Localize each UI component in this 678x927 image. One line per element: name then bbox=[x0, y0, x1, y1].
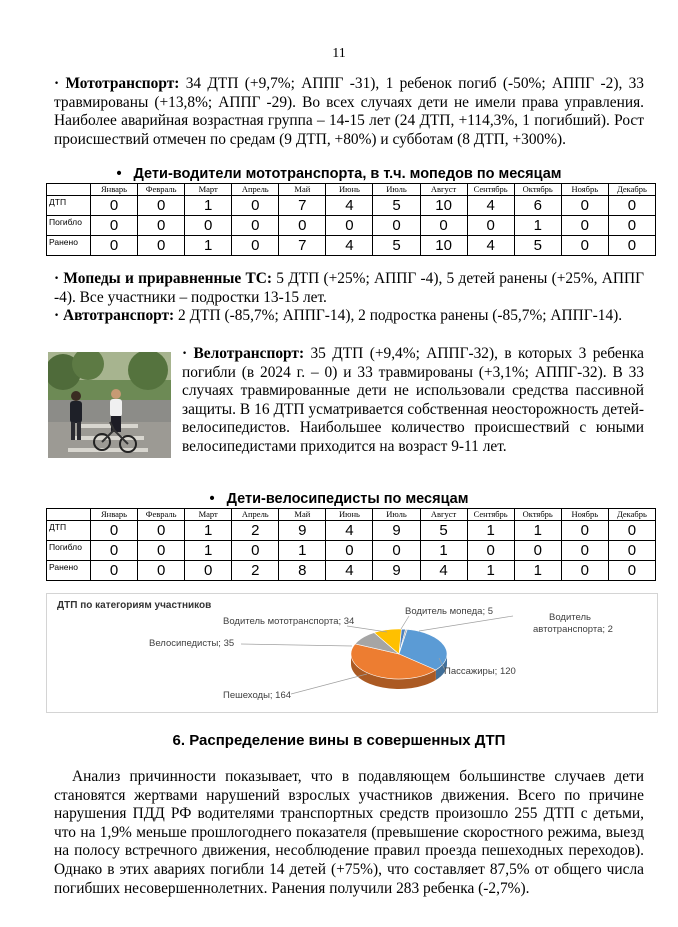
month-header: Февраль bbox=[138, 509, 185, 521]
velo-paragraph bbox=[182, 345, 644, 457]
table-cell: 0 bbox=[232, 216, 279, 236]
corner-cell bbox=[47, 184, 91, 196]
table-cell: 9 bbox=[373, 521, 420, 541]
table-cell: 0 bbox=[561, 541, 608, 561]
table-cell: 0 bbox=[91, 236, 138, 256]
table-cell: 0 bbox=[561, 216, 608, 236]
moto-paragraph bbox=[54, 75, 644, 149]
table-cell: 4 bbox=[467, 196, 514, 216]
table-cell: 6 bbox=[514, 196, 561, 216]
table-cell: 0 bbox=[279, 216, 326, 236]
table-row bbox=[47, 216, 656, 236]
month-header: Ноябрь bbox=[561, 509, 608, 521]
table-row bbox=[47, 236, 656, 256]
row-label: Ранено bbox=[47, 561, 91, 581]
table-cell: 0 bbox=[373, 541, 420, 561]
table-cell: 4 bbox=[326, 521, 373, 541]
table-cell: 0 bbox=[608, 561, 655, 581]
month-header: Январь bbox=[91, 184, 138, 196]
table-cell: 0 bbox=[608, 236, 655, 256]
slice-label: Пассажиры; 120 bbox=[444, 666, 516, 677]
leader-line bbox=[419, 616, 513, 631]
table-cell: 10 bbox=[420, 196, 467, 216]
table-cell: 7 bbox=[279, 236, 326, 256]
row-label: ДТП bbox=[47, 521, 91, 541]
month-header: Октябрь bbox=[514, 509, 561, 521]
slice-label: Пешеходы; 164 bbox=[223, 690, 292, 701]
table-velo bbox=[46, 508, 656, 581]
table-cell: 0 bbox=[138, 521, 185, 541]
pie-chart-svg bbox=[47, 594, 657, 712]
table-moto-title: • Дети-водители мототранспорта, в т.ч. мопедов по месяцам bbox=[116, 166, 562, 182]
table-header-row bbox=[47, 509, 656, 521]
row-label: Погибло bbox=[47, 541, 91, 561]
table-cell: 9 bbox=[373, 561, 420, 581]
table-cell: 0 bbox=[91, 521, 138, 541]
month-header: Август bbox=[420, 184, 467, 196]
month-header: Май bbox=[279, 184, 326, 196]
month-header: Июнь bbox=[326, 509, 373, 521]
table-cell: 0 bbox=[185, 561, 232, 581]
mopeds-paragraph bbox=[54, 270, 644, 307]
table-row bbox=[47, 521, 656, 541]
table-cell: 5 bbox=[420, 521, 467, 541]
table-cell: 1 bbox=[467, 521, 514, 541]
slice-label: Водитель мототранспорта; 34 bbox=[223, 616, 355, 627]
table-cell: 1 bbox=[279, 541, 326, 561]
table-velo-title: • Дети-велосипедисты по месяцам bbox=[209, 491, 469, 507]
table-cell: 0 bbox=[420, 216, 467, 236]
month-header: Март bbox=[185, 509, 232, 521]
table-cell: 0 bbox=[608, 541, 655, 561]
table-cell: 0 bbox=[326, 216, 373, 236]
table-cell: 0 bbox=[232, 236, 279, 256]
table-cell: 5 bbox=[514, 236, 561, 256]
month-header: Декабрь bbox=[608, 509, 655, 521]
table-cell: 0 bbox=[232, 541, 279, 561]
table-cell: 5 bbox=[373, 236, 420, 256]
table-cell: 0 bbox=[561, 196, 608, 216]
pie-chart bbox=[46, 593, 658, 713]
chart-title: ДТП по категориям участников bbox=[57, 600, 212, 611]
month-header: Декабрь bbox=[608, 184, 655, 196]
corner-cell bbox=[47, 509, 91, 521]
month-header: Апрель bbox=[232, 184, 279, 196]
velo-text: 35 ДТП (+9,4%; АППГ-32), в которых 3 ребенка погибли (в 2024 г. – 0) и 33 травмированы (+3,1%; АППГ-32). В 33 случаях травмированные дети не использовали средства пассивной защиты. В 16 ДТП усматривается собственная неосторожность детей-велосипедистов. Наибольшее количество происшествий с юными велосипедистами приходится на возраст 9-11 лет. bbox=[182, 345, 645, 455]
table-cell: 1 bbox=[514, 561, 561, 581]
table-cell: 0 bbox=[91, 561, 138, 581]
table-moto bbox=[46, 183, 656, 256]
table-row bbox=[47, 196, 656, 216]
table-cell: 4 bbox=[326, 196, 373, 216]
mopeds-text: 5 ДТП (+25%; АППГ -4), 5 детей ранены (+25%, АППГ -4). Все участники – подростки 13-15 лет. bbox=[54, 270, 644, 306]
table-cell: 0 bbox=[91, 196, 138, 216]
month-header: Апрель bbox=[232, 509, 279, 521]
row-label: Ранено bbox=[47, 236, 91, 256]
slice-label: Велосипедисты; 35 bbox=[149, 638, 235, 649]
table-cell: 0 bbox=[608, 196, 655, 216]
table-cell: 1 bbox=[185, 236, 232, 256]
row-label: ДТП bbox=[47, 196, 91, 216]
table-cell: 0 bbox=[138, 196, 185, 216]
month-header: Ноябрь bbox=[561, 184, 608, 196]
table-cell: 0 bbox=[561, 561, 608, 581]
table-row bbox=[47, 561, 656, 581]
table-cell: 0 bbox=[326, 541, 373, 561]
table-cell: 0 bbox=[232, 196, 279, 216]
table-header-row bbox=[47, 184, 656, 196]
table-cell: 10 bbox=[420, 236, 467, 256]
table-row bbox=[47, 541, 656, 561]
month-header: Январь bbox=[91, 509, 138, 521]
table-cell: 1 bbox=[514, 216, 561, 236]
table-cell: 4 bbox=[467, 236, 514, 256]
section-6-title: 6. Распределение вины в совершенных ДТП bbox=[172, 732, 506, 749]
row-label: Погибло bbox=[47, 216, 91, 236]
month-header: Октябрь bbox=[514, 184, 561, 196]
month-header: Июнь bbox=[326, 184, 373, 196]
table-cell: 1 bbox=[420, 541, 467, 561]
leader-line bbox=[291, 674, 367, 694]
table-cell: 9 bbox=[279, 521, 326, 541]
table-velo-title-text: Дети-велосипедисты по месяцам bbox=[226, 491, 469, 507]
table-cell: 4 bbox=[326, 236, 373, 256]
table-cell: 0 bbox=[561, 521, 608, 541]
velo-label: · Велотранспорт: bbox=[182, 345, 305, 362]
section-6-paragraph: Анализ причинности показывает, что в подавляющем большинстве случаев дети становятся жертвами нарушений взрослых участников движения. Всего по причине нарушения ПДД РФ водителями транспортных средств произошло 255 ДТП с детьми, что на 1,9% меньше прошлогоднего показателя (превышение скоростного режима, выезд на полосу встречного движения, несоблюдение правил проезда пешеходных переходов). Однако в этих авариях погибли 14 детей (+75%), что составляет 87,5% от общего числа погибших несовершеннолетних. Ранения получили 283 ребенка (-2,7%). bbox=[54, 768, 644, 897]
table-cell: 0 bbox=[91, 216, 138, 236]
table-cell: 5 bbox=[373, 196, 420, 216]
table-cell: 1 bbox=[185, 541, 232, 561]
table-cell: 0 bbox=[467, 541, 514, 561]
table-cell: 0 bbox=[138, 236, 185, 256]
table-cell: 0 bbox=[185, 216, 232, 236]
month-header: Сентябрь bbox=[467, 509, 514, 521]
table-cell: 7 bbox=[279, 196, 326, 216]
month-header: Май bbox=[279, 509, 326, 521]
leader-line bbox=[401, 616, 409, 629]
table-cell: 0 bbox=[561, 236, 608, 256]
month-header: Июль bbox=[373, 184, 420, 196]
moto-label: · Мототранспорт: bbox=[54, 75, 180, 92]
table-cell: 8 bbox=[279, 561, 326, 581]
table-moto-title-text: Дети-водители мототранспорта, в т.ч. мопедов по месяцам bbox=[133, 166, 562, 182]
slice-label: Водитель мопеда; 5 bbox=[405, 606, 494, 617]
table-cell: 0 bbox=[138, 561, 185, 581]
month-header: Сентябрь bbox=[467, 184, 514, 196]
month-header: Февраль bbox=[138, 184, 185, 196]
table-cell: 1 bbox=[185, 521, 232, 541]
table-cell: 4 bbox=[420, 561, 467, 581]
page-number: 11 bbox=[332, 46, 346, 61]
month-header: Март bbox=[185, 184, 232, 196]
table-cell: 0 bbox=[138, 216, 185, 236]
auto-paragraph bbox=[54, 307, 644, 326]
table-cell: 1 bbox=[514, 521, 561, 541]
table-cell: 0 bbox=[91, 541, 138, 561]
leader-line bbox=[241, 644, 352, 646]
table-cell: 0 bbox=[608, 216, 655, 236]
table-cell: 0 bbox=[467, 216, 514, 236]
month-header: Июль bbox=[373, 509, 420, 521]
auto-text: 2 ДТП (-85,7%; АППГ-14), 2 подростка ранены (-85,7%; АППГ-14). bbox=[174, 307, 623, 324]
table-cell: 4 bbox=[326, 561, 373, 581]
auto-label: · Автотранспорт: bbox=[54, 307, 175, 324]
table-cell: 0 bbox=[514, 541, 561, 561]
slice-label: Водитель автотранспорта; 2 bbox=[533, 612, 613, 635]
table-cell: 1 bbox=[185, 196, 232, 216]
month-header: Август bbox=[420, 509, 467, 521]
moto-text: 34 ДТП (+9,7%; АППГ -31), 1 ребенок погиб (-50%; АППГ -2), 33 травмированы (+13,8%; АППГ -29). Во всех случаях дети не имели права управления. Наиболее аварийная возрастная группа – 14-15 лет (24 ДТП, +114,3%, 1 погибший). Рост происшествий отмечен по средам (9 ДТП, +80%) и субботам (8 ДТП, +300%). bbox=[54, 75, 644, 148]
table-cell: 0 bbox=[373, 216, 420, 236]
table-cell: 2 bbox=[232, 521, 279, 541]
table-cell: 0 bbox=[138, 541, 185, 561]
mopeds-label: · Мопеды и приравненные ТС: bbox=[54, 270, 272, 287]
table-cell: 2 bbox=[232, 561, 279, 581]
table-cell: 0 bbox=[608, 521, 655, 541]
table-cell: 1 bbox=[467, 561, 514, 581]
cyclists-photo bbox=[48, 352, 171, 458]
